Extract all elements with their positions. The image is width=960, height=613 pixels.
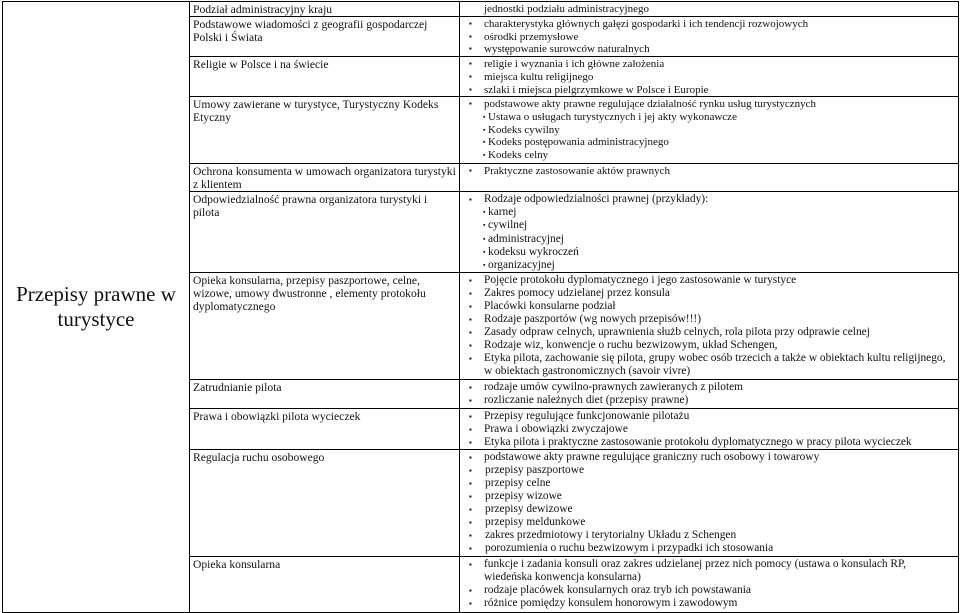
sub-list-item: ▪ karnej — [460, 206, 955, 219]
list-item: ▪ rodzaje placówek konsularnych oraz tryb ich powstawania — [460, 584, 955, 597]
details-cell — [460, 164, 959, 192]
topic-cell: Regulacja ruchu osobowego — [190, 449, 460, 556]
list-item: ▪ szlaki i miejsca pielgrzymkowe w Polsce i Europie — [460, 84, 955, 97]
details-cell — [460, 272, 959, 379]
list-item: ▪ przepisy wizowe — [460, 490, 955, 503]
topic-cell: Prawa i obowiązki pilota wycieczek — [190, 408, 460, 449]
topic-cell: Opieka konsularna, przepisy paszportowe, celne, wizowe, umowy dwustronne , elementy protokołu dyplomatycznego — [190, 272, 460, 379]
list-item: ▪ miejsca kultu religijnego — [460, 71, 955, 84]
topic-cell: Umowy zawierane w turystyce, Turystyczny Kodeks Etyczny — [190, 97, 460, 164]
sub-list-item: ▪ Kodeks postępowania administracyjnego — [460, 136, 955, 149]
topic-cell: Religie w Polsce i na świecie — [190, 57, 460, 97]
list-item: ▪ funkcje i zadania konsuli oraz zakres udzielanej przez nich pomocy (ustawa o konsulach RP, wiedeńska konwencja konsularna) — [460, 558, 955, 584]
list-item: ▪ Zasady odpraw celnych, uprawnienia służb celnych, rola pilota przy odprawie celnej — [460, 326, 955, 339]
list-item: ▪ zakres przedmiotowy i terytorialny Układu z Schengen — [460, 529, 955, 542]
list-item: ▪ porozumienia o ruchu bezwizowym i przypadki ich stosowania — [460, 542, 955, 555]
details-cell — [460, 379, 959, 408]
list-item: ▪ podstawowe akty prawne regulujące graniczny ruch osobowy i towarowy — [460, 451, 955, 464]
sub-list-item: ▪ cywilnej — [460, 219, 955, 232]
details-cell — [460, 2, 959, 17]
list-item: ▪ Praktyczne zastosowanie aktów prawnych — [460, 165, 955, 178]
list-item: ▪ przepisy celne — [460, 477, 955, 490]
details-cell — [460, 449, 959, 556]
list-item: ▪ rodzaje umów cywilno-prawnych zawieranych z pilotem — [460, 381, 955, 394]
list-item: ▪ charakterystyka głównych gałęzi gospodarki i ich tendencji rozwojowych — [460, 18, 955, 31]
curriculum-table — [2, 1, 959, 613]
list-item: ▪ Placówki konsularne podział — [460, 300, 955, 313]
topic-cell: Opieka konsularna — [190, 556, 460, 612]
list-item: ▪ Etyka pilota i praktyczne zastosowanie protokołu dyplomatycznego w pracy pilota wycieczek — [460, 436, 955, 449]
list-item: ▪ rozliczanie należnych diet (przepisy prawne) — [460, 394, 955, 407]
list-item: ▪ Pojęcie protokołu dyplomatycznego i jego zastosowanie w turystyce — [460, 274, 955, 287]
details-cell — [460, 97, 959, 164]
topic-cell: Zatrudnianie pilota — [190, 379, 460, 408]
list-item: ▪ Rodzaje wiz, konwencje o ruchu bezwizowym, układ Schengen, — [460, 339, 955, 352]
list-item: jednostki podziału administracyjnego — [484, 3, 649, 15]
list-item: ▪ przepisy dewizowe — [460, 503, 955, 516]
sub-list-item: ▪ administracyjnej — [460, 233, 955, 246]
list-item: ▪ przepisy paszportowe — [460, 464, 955, 477]
list-item: ▪ Prawa i obowiązki zwyczajowe — [460, 423, 955, 436]
details-cell — [460, 57, 959, 97]
topic-cell: Podstawowe wiadomości z geografii gospodarczej Polski i Świata — [190, 17, 460, 57]
list-item: ▪ religie i wyznania i ich główne założenia — [460, 58, 955, 71]
list-item: ▪ Zakres pomocy udzielanej przez konsula — [460, 287, 955, 300]
table-row — [3, 2, 959, 17]
sub-list-item: ▪ organizacyjnej — [460, 259, 955, 272]
details-cell — [460, 192, 959, 273]
topic-cell: Odpowiedzialność prawna organizatora turystyki i pilota — [190, 192, 460, 273]
sub-list-item: ▪ Kodeks cywilny — [460, 124, 955, 137]
list-item: ▪ Przepisy regulujące funkcjonowanie pilotażu — [460, 410, 955, 423]
list-item: ▪ Rodzaje odpowiedzialności prawnej (przykłady): — [460, 193, 955, 206]
subject-cell: Przepisy prawne w turystyce — [3, 2, 190, 613]
list-item: ▪ ośrodki przemysłowe — [460, 31, 955, 44]
list-item: ▪ przepisy meldunkowe — [460, 516, 955, 529]
sub-list-item: ▪ kodeksu wykroczeń — [460, 246, 955, 259]
list-item: ▪ występowanie surowców naturalnych — [460, 43, 955, 56]
topic-cell: Ochrona konsumenta w umowach organizatora turystyki z klientem — [190, 164, 460, 192]
sub-list-item: ▪ Kodeks celny — [460, 149, 955, 162]
details-cell — [460, 17, 959, 57]
topic-cell: Podział administracyjny kraju — [190, 2, 460, 17]
details-cell — [460, 408, 959, 449]
sub-list-item: ▪ Ustawa o usługach turystycznych i jej akty wykonawcze — [460, 111, 955, 124]
list-item: ▪ podstawowe akty prawne regulujące działalność rynku usług turystycznych — [460, 98, 955, 111]
list-item: ▪ różnice pomiędzy konsulem honorowym i zawodowym — [460, 597, 955, 610]
list-item: ▪ Rodzaje paszportów (wg nowych przepisów!!!) — [460, 313, 955, 326]
details-cell — [460, 556, 959, 612]
list-item: ▪ Etyka pilota, zachowanie się pilota, grupy wobec osób trzecich a także w obiektach kultu religijnego, w obiektach gastronomicznych (savoir vivre) — [460, 352, 955, 378]
